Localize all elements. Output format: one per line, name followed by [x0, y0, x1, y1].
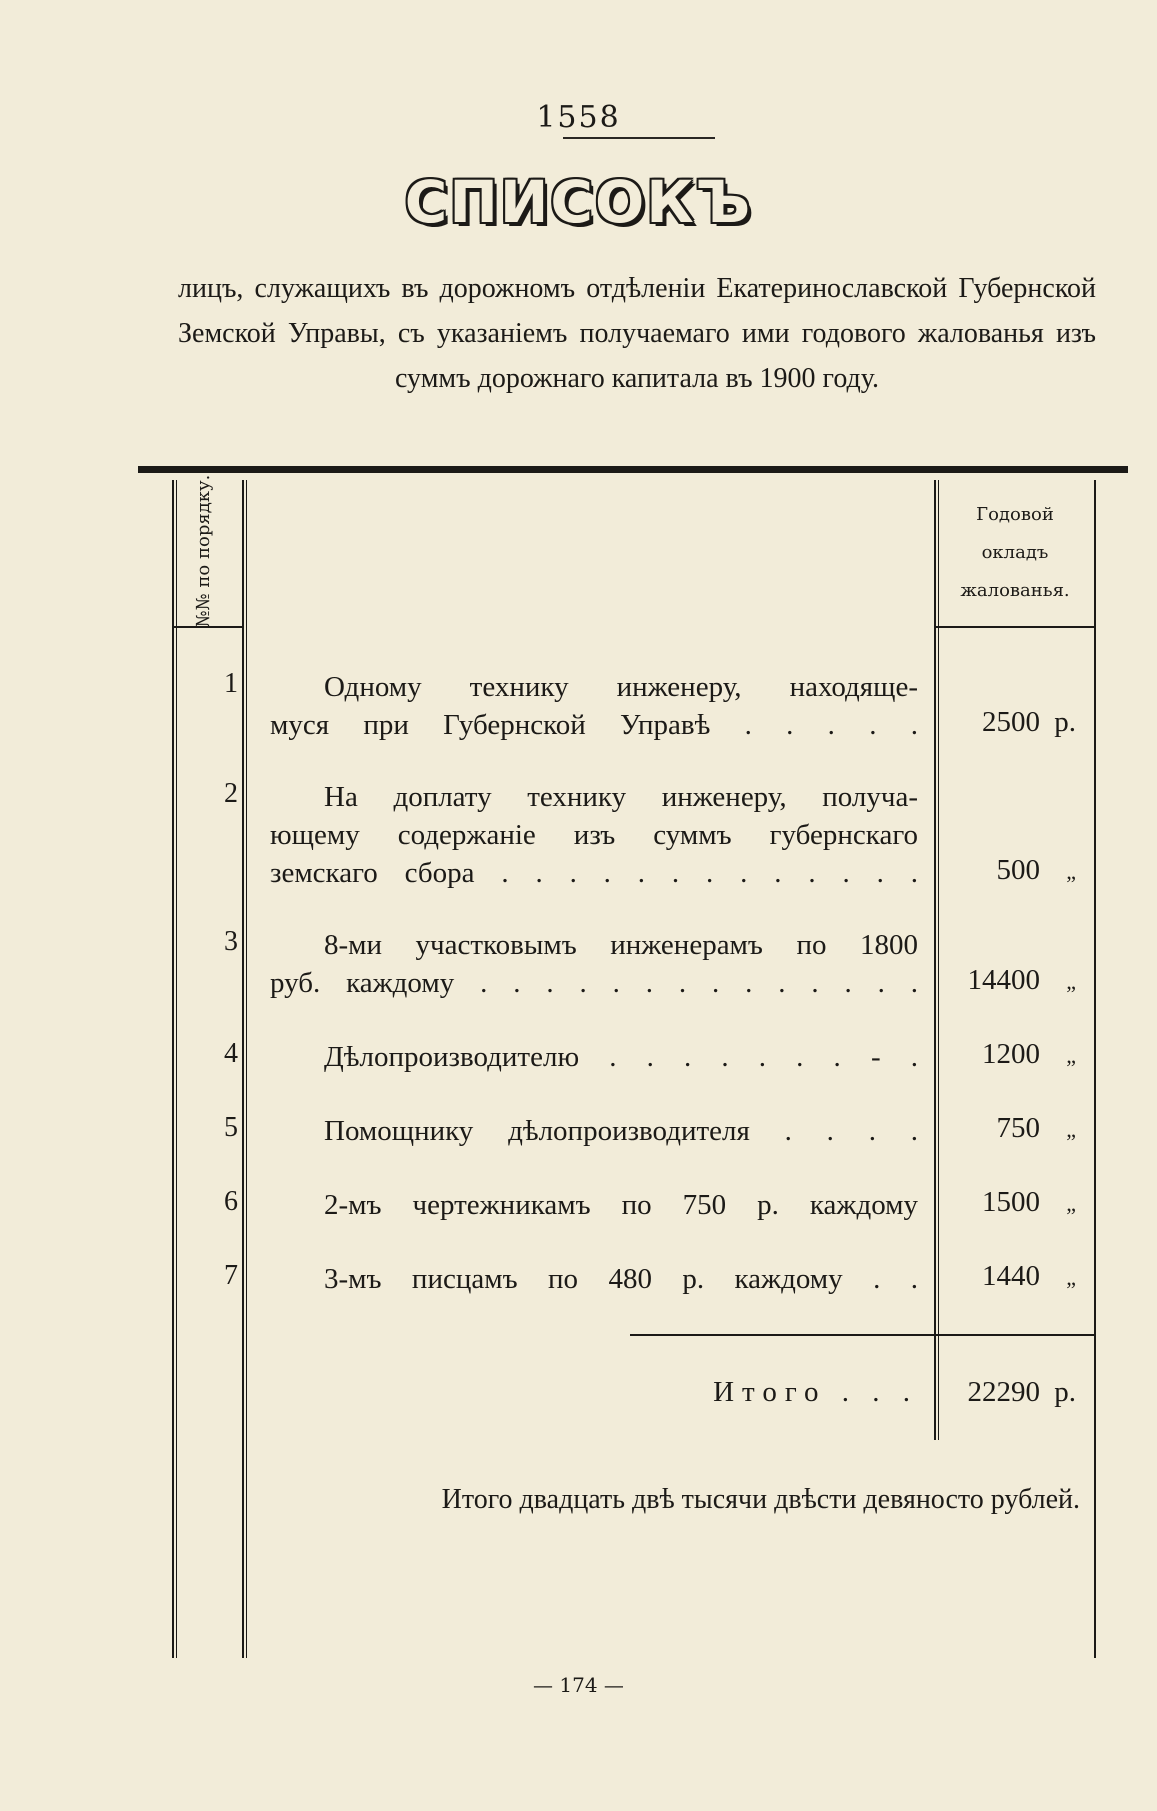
amount-value: 2500 — [982, 706, 1040, 738]
amount-value: 1440 — [982, 1260, 1040, 1292]
col-salary-header: Годовой окладъ жалованья. — [960, 504, 1070, 601]
footer-page-number: — 174 — — [533, 1673, 624, 1697]
row-amount — [940, 1112, 1090, 1145]
total-in-words: Итого двадцать двѣ тысячи двѣсти девяносто рублей. — [441, 1484, 1080, 1515]
table-top-rule — [138, 466, 1128, 473]
row-number: 2 — [224, 778, 238, 809]
row-amount — [940, 706, 1090, 739]
table-left-border-inner — [176, 480, 177, 1658]
total-label: Итого . . . — [713, 1376, 918, 1408]
table-right-border — [1094, 480, 1096, 1658]
row-description — [270, 668, 918, 744]
amount-unit: р. — [1054, 1376, 1076, 1408]
row-description — [270, 1186, 918, 1224]
amount-value: 14400 — [967, 964, 1040, 996]
col-salary-divider-inner — [938, 480, 939, 1440]
col-no-divider — [242, 480, 244, 1658]
document-subtitle: лицъ, служащихъ въ дорожномъ отдѣленіи Екатеринославской Губернской Земской Управы, съ указаніемъ получаемаго ими годового жалованья изъ суммъ дорожнаго капитала въ 1900 году. — [178, 273, 1096, 394]
row-description-line: земскаго сбора . . . . . . . . . . . . . — [270, 857, 918, 889]
page-number: 1558 — [536, 100, 621, 135]
col-salary-divider — [934, 480, 936, 1440]
row-description — [270, 1260, 918, 1298]
amount-unit: „ — [1066, 1265, 1076, 1290]
amount-value: 1500 — [982, 1186, 1040, 1218]
amount-value: 22290 — [967, 1376, 1040, 1408]
row-description — [270, 1038, 918, 1076]
row-amount — [940, 964, 1090, 997]
row-amount — [940, 1186, 1090, 1219]
col-no-divider-inner — [246, 480, 247, 1658]
document-title: СПИСОКЪ — [404, 168, 753, 236]
total-rule-salary — [936, 1334, 1094, 1336]
amount-value: 1200 — [982, 1038, 1040, 1070]
amount-unit: „ — [1066, 1043, 1076, 1068]
amount-unit: „ — [1066, 1191, 1076, 1216]
row-description-line: ющему содержаніе изъ суммъ губернскаго — [270, 819, 918, 851]
row-description-line: муся при Губернской Управѣ . . . . . — [270, 709, 918, 741]
row-number: 4 — [224, 1038, 238, 1069]
header-rule-salary — [936, 626, 1094, 628]
row-description-line: Помощнику дѣлопроизводителя . . . . — [324, 1115, 918, 1147]
row-description — [270, 778, 918, 892]
amount-value: 500 — [996, 854, 1040, 886]
row-description — [270, 926, 918, 1002]
total-amount — [940, 1376, 1090, 1409]
row-number: 1 — [224, 668, 238, 699]
table-left-border — [172, 480, 174, 1658]
row-description-line: 2-мъ чертежникамъ по 750 р. каждому — [324, 1189, 918, 1221]
amount-value: 750 — [996, 1112, 1040, 1144]
row-amount — [940, 1038, 1090, 1071]
amount-unit: „ — [1066, 859, 1076, 884]
amount-unit: „ — [1066, 1117, 1076, 1142]
row-number: 5 — [224, 1112, 238, 1143]
row-number: 3 — [224, 926, 238, 957]
row-description-line: Дѣлопроизводителю . . . . . . . - . — [324, 1041, 918, 1073]
row-amount — [940, 854, 1090, 887]
row-number: 7 — [224, 1260, 238, 1291]
amount-unit: р. — [1054, 706, 1076, 738]
col-no-header: №№ по порядку. — [193, 474, 214, 628]
row-number: 6 — [224, 1186, 238, 1217]
row-description-line: Одному технику инженеру, находяще- — [324, 671, 918, 703]
amount-unit: „ — [1066, 969, 1076, 994]
total-rule-desc — [630, 1334, 934, 1336]
row-description-line: 3-мъ писцамъ по 480 р. каждому . . — [324, 1263, 918, 1295]
row-description — [270, 1112, 918, 1150]
row-description-line: 8-ми участковымъ инженерамъ по 1800 — [324, 929, 918, 961]
row-description-line: руб. каждому . . . . . . . . . . . . . . — [270, 967, 918, 999]
row-amount — [940, 1260, 1090, 1293]
page-number-rule — [563, 137, 715, 139]
row-description-line: На доплату технику инженеру, получа- — [324, 781, 918, 813]
